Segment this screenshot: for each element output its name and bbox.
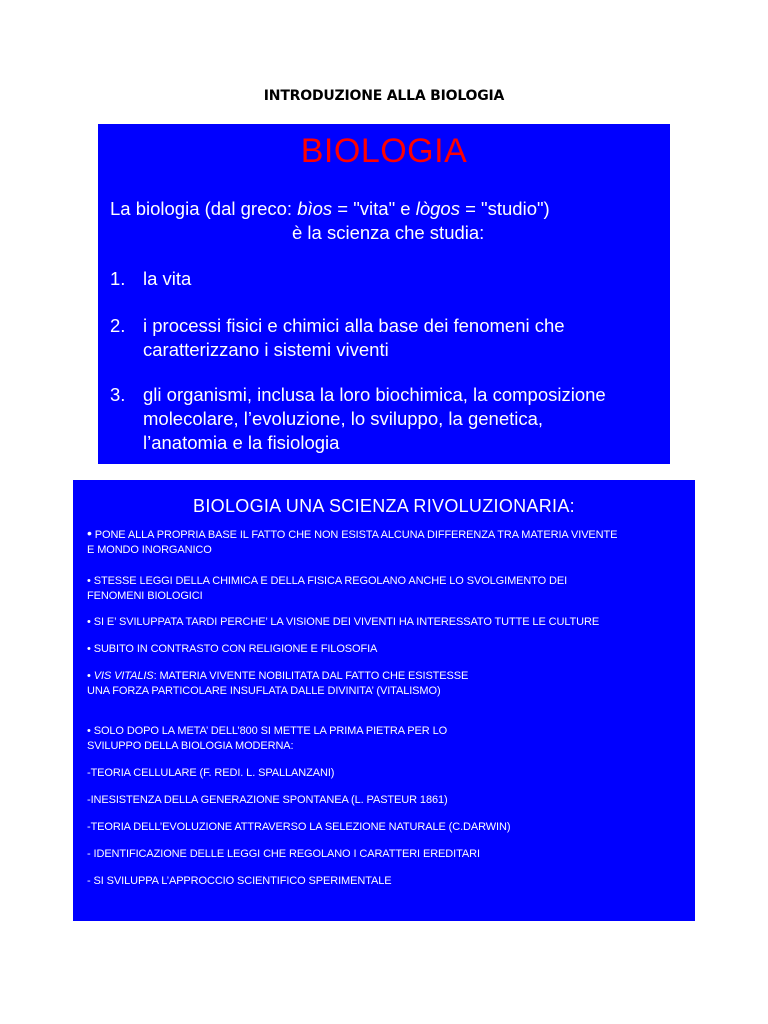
bullet-item [87, 526, 687, 558]
list-number: 2. [110, 315, 126, 336]
list-item: -TEORIA DELL’EVOLUZIONE ATTRAVERSO LA SELEZIONE NATURALE (C.DARWIN) [87, 821, 511, 833]
list-item: -INESISTENZA DELLA GENERAZIONE SPONTANEA (L. PASTEUR 1861) [87, 794, 448, 806]
list-text: la vita [143, 268, 192, 289]
slide-heading: BIOLOGIA UNA SCIENZA RIVOLUZIONARIA: [193, 496, 575, 516]
list-item: - IDENTIFICAZIONE DELLE LEGGI CHE REGOLANO I CARATTERI EREDITARI [87, 848, 480, 860]
document-title: INTRODUZIONE ALLA BIOLOGIA [263, 88, 505, 104]
slide-biologia-definition [98, 124, 670, 464]
intro-line-definition: è la scienza che studia: [292, 222, 485, 243]
list-text: gli organismi, inclusa la loro biochimica, la composizione molecolare, l’evoluzione, lo sviluppo, la genetica, l’anatomia e la fisiologia [143, 384, 606, 453]
bullet-item: • SI E’ SVILUPPATA TARDI PERCHE’ LA VISIONE DEI VIVENTI HA INTERESSATO TUTTE LE CULTURE [87, 616, 600, 628]
slide-scienza-rivoluzionaria [73, 480, 695, 921]
slide-heading: BIOLOGIA [300, 132, 468, 170]
list-item: -TEORIA CELLULARE (F. REDI. L. SPALLANZANI) [87, 767, 335, 779]
bullet-item: • SUBITO IN CONTRASTO CON RELIGIONE E FILOSOFIA [87, 643, 378, 655]
list-number: 1. [110, 268, 126, 289]
bullet-item: • SOLO DOPO LA META’ DELL’800 SI METTE LA PRIMA PIETRA PER LO SVILUPPO DELLA BIOLOGIA MODERNA: [87, 725, 448, 752]
list-text: i processi fisici e chimici alla base dei fenomeni che caratterizzano i sistemi viventi [143, 315, 565, 360]
bullet-mark: • [87, 525, 92, 541]
term-vis-vitalis: VIS VITALIS [93, 670, 154, 682]
bullet-mark: • [87, 670, 94, 682]
bullet-item [87, 669, 687, 699]
intro-line-etymology [110, 198, 550, 220]
bullet-text: : MATERIA VIVENTE NOBILITATA DAL FATTO CHE ESISTESSE UNA FORZA PARTICOLARE INSUFLATA DALLE DIVINITA’ (VITALISMO) [87, 670, 469, 697]
intro-text: La biologia (dal greco: [110, 198, 298, 219]
bullet-item: • STESSE LEGGI DELLA CHIMICA E DELLA FISICA REGOLANO ANCHE LO SVOLGIMENTO DEI FENOMENI BIOLOGICI [87, 575, 568, 602]
list-item: - SI SVILUPPA L’APPROCCIO SCIENTIFICO SPERIMENTALE [87, 875, 392, 887]
intro-text: = "vita" e [332, 198, 416, 219]
term-bios: bìos [297, 198, 333, 219]
bullet-text: PONE ALLA PROPRIA BASE IL FATTO CHE NON ESISTA ALCUNA DIFFERENZA TRA MATERIA VIVENTE E MONDO INORGANICO [87, 529, 618, 556]
list-number: 3. [110, 384, 126, 405]
term-logos: lògos [415, 198, 460, 219]
intro-text: = "studio") [459, 198, 550, 219]
